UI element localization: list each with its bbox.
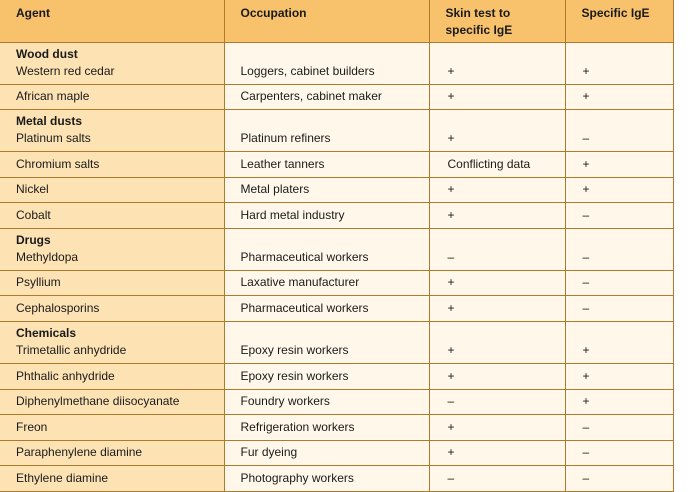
agent-name: Ethylene diamine (16, 471, 109, 486)
occupation-cell: Pharmaceutical workers (224, 296, 429, 322)
skin-test-cell: – (429, 228, 565, 270)
header-skin-test-line2: specific IgE (445, 23, 513, 37)
agent-group-heading: Chemicals (16, 326, 77, 341)
table-row (0, 177, 673, 203)
specific-ige-cell: + (565, 364, 673, 390)
agent-name: Cephalosporins (16, 301, 100, 316)
agent-name: Western red cedar (16, 63, 115, 78)
agent-group-heading: Metal dusts (16, 114, 83, 129)
skin-test-cell: + (429, 110, 565, 152)
occupation-cell: Platinum refiners (224, 110, 429, 152)
occupation-cell: Photography workers (224, 466, 429, 492)
specific-ige-cell: – (565, 415, 673, 441)
header-specific-ige: Specific IgE (565, 0, 673, 42)
skin-test-cell: + (429, 296, 565, 322)
specific-ige-cell: + (565, 389, 673, 415)
specific-ige-cell: – (565, 270, 673, 296)
table-row (0, 364, 673, 390)
specific-ige-cell: + (565, 42, 673, 84)
specific-ige-cell: – (565, 440, 673, 466)
specific-ige-cell: + (565, 84, 673, 110)
agent-name: Phthalic anhydride (16, 368, 115, 383)
agent-cell (0, 322, 224, 364)
table-row (0, 84, 673, 110)
occupation-cell: Hard metal industry (224, 203, 429, 229)
agent-name: Chromium salts (16, 156, 100, 171)
agent-cell (0, 440, 224, 466)
specific-ige-cell: – (565, 228, 673, 270)
agent-name: Diphenylmethane diisocyanate (16, 394, 180, 409)
table-row (0, 296, 673, 322)
table-row (0, 466, 673, 492)
occupation-cell: Loggers, cabinet builders (224, 42, 429, 84)
agent-cell (0, 389, 224, 415)
specific-ige-cell: + (565, 322, 673, 364)
header-occupation: Occupation (224, 0, 429, 42)
agent-cell (0, 84, 224, 110)
agent-cell (0, 203, 224, 229)
skin-test-cell: + (429, 42, 565, 84)
agent-cell (0, 110, 224, 152)
agent-cell (0, 152, 224, 178)
skin-test-cell: – (429, 466, 565, 492)
table-row (0, 415, 673, 441)
specific-ige-cell: + (565, 152, 673, 178)
table-row (0, 228, 673, 270)
specific-ige-cell: + (565, 177, 673, 203)
table-row (0, 322, 673, 364)
table-row (0, 389, 673, 415)
table-row (0, 110, 673, 152)
header-skin-test (429, 0, 565, 42)
agent-name: Cobalt (16, 207, 51, 222)
header-row (0, 0, 673, 42)
agent-cell (0, 228, 224, 270)
occupation-cell: Foundry workers (224, 389, 429, 415)
table-row (0, 203, 673, 229)
skin-test-cell: Conflicting data (429, 152, 565, 178)
agent-cell (0, 415, 224, 441)
table-row (0, 270, 673, 296)
agent-cell (0, 466, 224, 492)
table-row (0, 42, 673, 84)
occupation-cell: Fur dyeing (224, 440, 429, 466)
specific-ige-cell: – (565, 466, 673, 492)
agent-cell (0, 177, 224, 203)
occupation-cell: Epoxy resin workers (224, 364, 429, 390)
table-row (0, 152, 673, 178)
skin-test-cell: + (429, 270, 565, 296)
skin-test-cell: + (429, 440, 565, 466)
occupation-cell: Leather tanners (224, 152, 429, 178)
specific-ige-cell: – (565, 203, 673, 229)
specific-ige-cell: – (565, 296, 673, 322)
agent-group-heading: Wood dust (16, 46, 78, 61)
occupation-cell: Epoxy resin workers (224, 322, 429, 364)
agent-cell (0, 364, 224, 390)
agent-name: Freon (16, 419, 48, 434)
table-row (0, 440, 673, 466)
agent-name: Methyldopa (16, 249, 79, 264)
header-agent: Agent (0, 0, 224, 42)
agent-cell (0, 42, 224, 84)
skin-test-cell: + (429, 364, 565, 390)
header-skin-test-line1: Skin test to (445, 6, 511, 20)
skin-test-cell: + (429, 84, 565, 110)
agent-name: Paraphenylene diamine (16, 445, 143, 460)
skin-test-cell: + (429, 322, 565, 364)
agent-group-heading: Drugs (16, 232, 51, 247)
agent-cell (0, 270, 224, 296)
agent-cell (0, 296, 224, 322)
specific-ige-cell: – (565, 110, 673, 152)
occupation-cell: Carpenters, cabinet maker (224, 84, 429, 110)
occupation-cell: Laxative manufacturer (224, 270, 429, 296)
table-body (0, 42, 673, 492)
agent-name: Nickel (16, 182, 49, 197)
skin-test-cell: + (429, 177, 565, 203)
agent-name: African maple (16, 89, 90, 104)
occupation-cell: Metal platers (224, 177, 429, 203)
agent-name: Psyllium (16, 275, 61, 290)
skin-test-cell: – (429, 389, 565, 415)
agent-name: Trimetallic anhydride (16, 343, 127, 358)
occupation-cell: Pharmaceutical workers (224, 228, 429, 270)
agent-name: Platinum salts (16, 131, 91, 146)
occupation-cell: Refrigeration workers (224, 415, 429, 441)
skin-test-cell: + (429, 203, 565, 229)
skin-test-cell: + (429, 415, 565, 441)
